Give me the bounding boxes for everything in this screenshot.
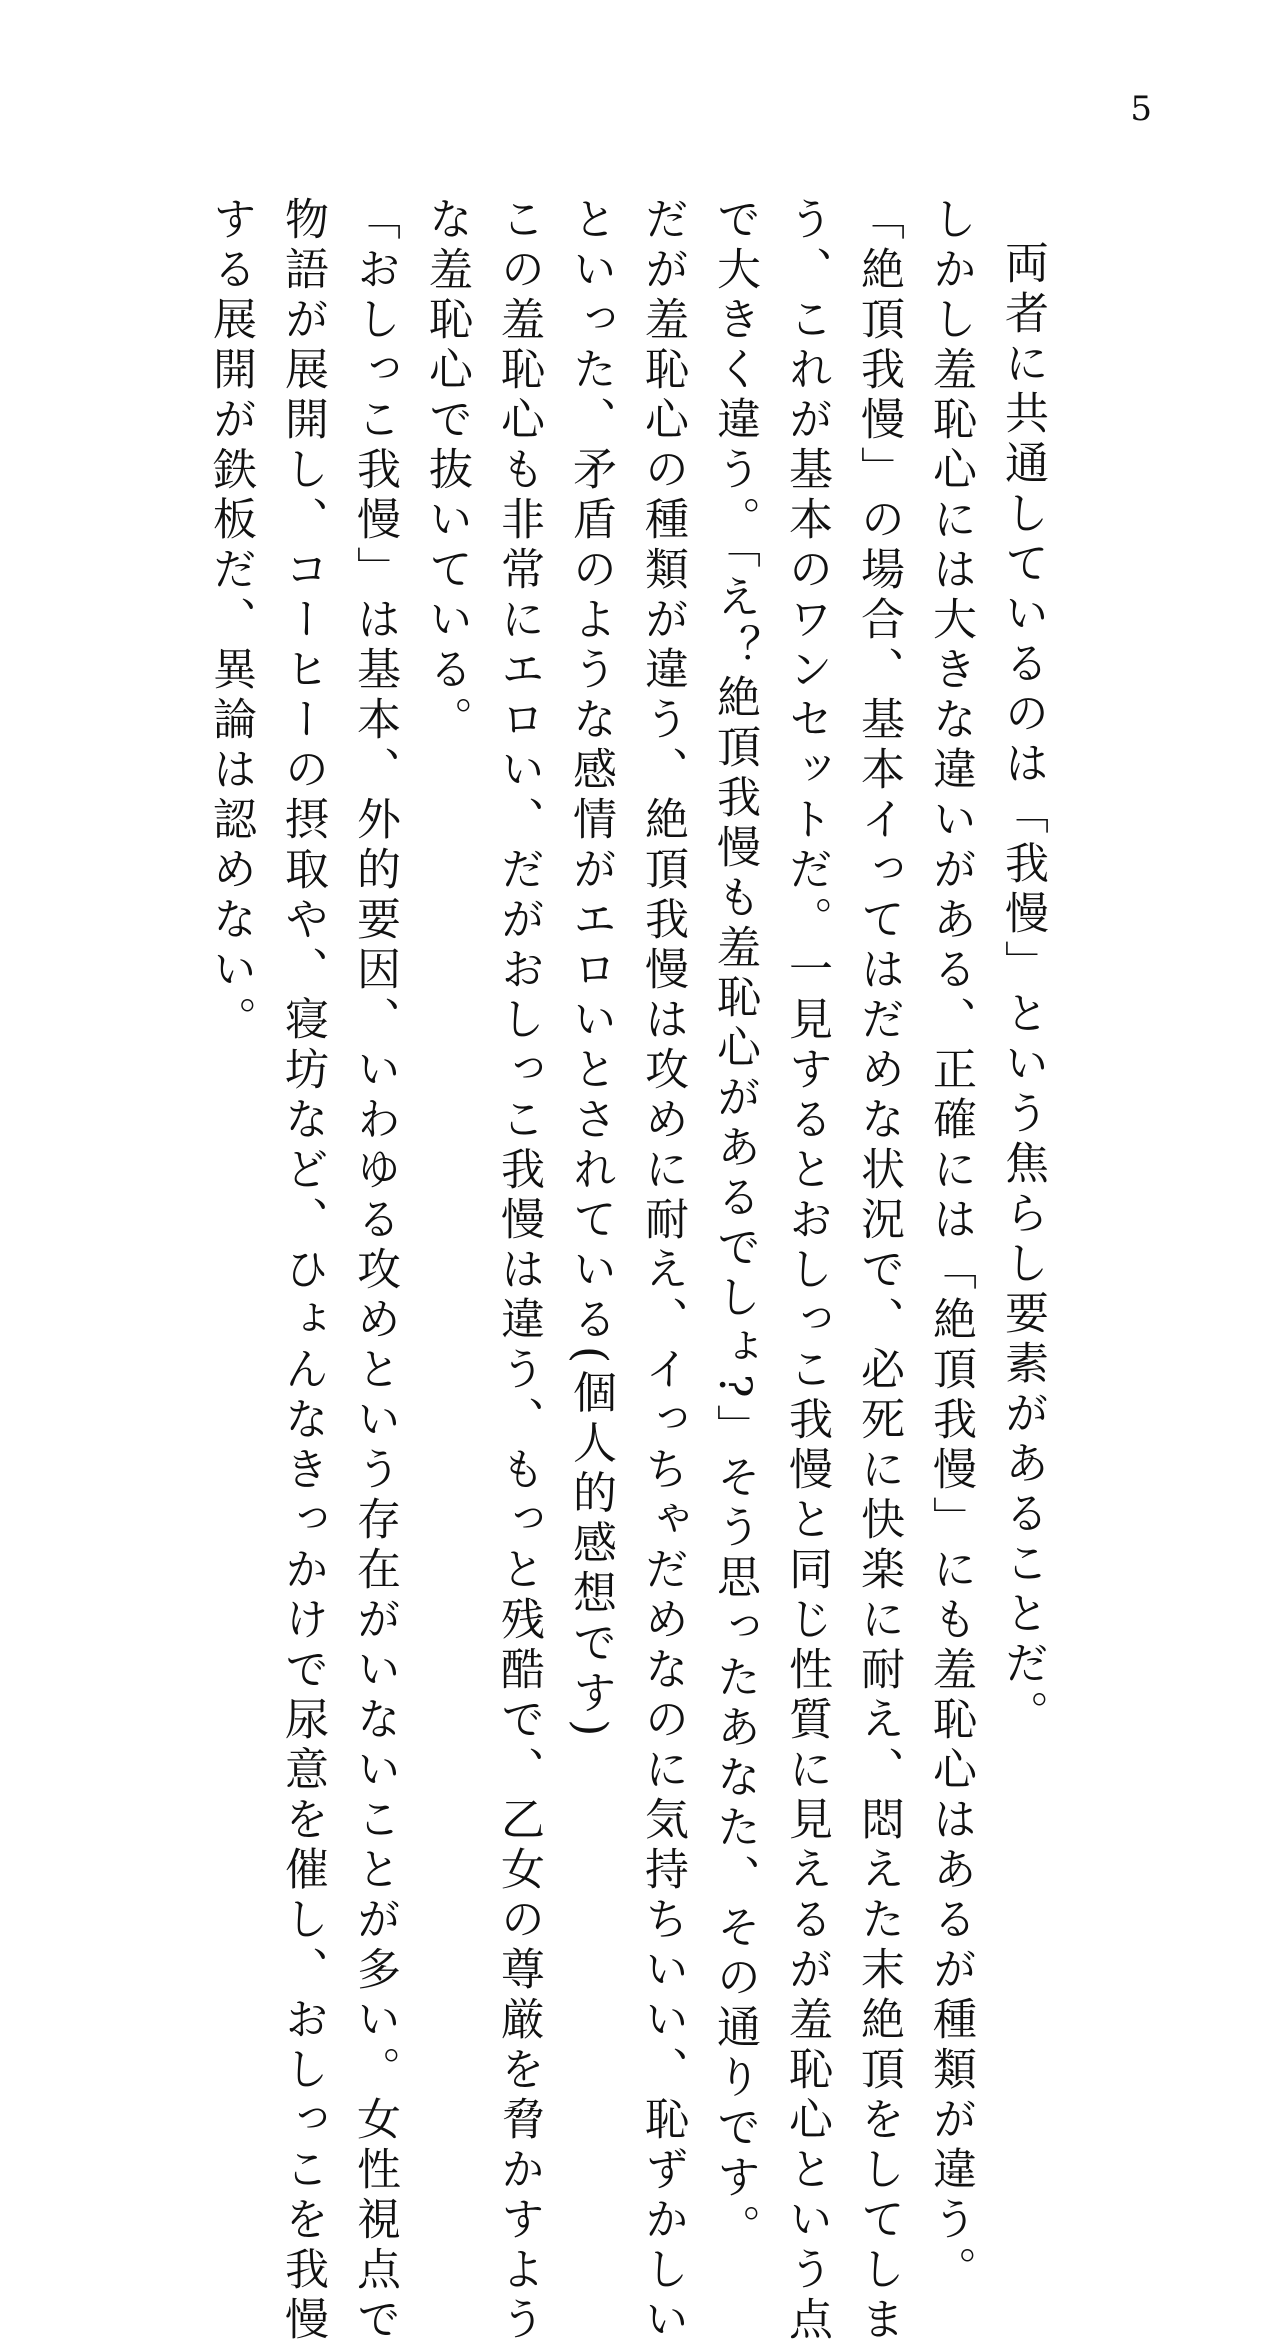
text-line: この羞恥心も非常にエロい、だがおしっこ我慢は違う、もっと残酷で、乙女の尊厳を脅かすよう <box>493 196 544 2346</box>
text-line: だが羞恥心の種類が違う、絶頂我慢は攻めに耐え、イっちゃだめなのに気持ちいい、恥ずかしい <box>637 196 688 2346</box>
text-line: う、これが基本のワンセットだ。一見するとおしっこ我慢と同じ性質に見えるが羞恥心という点 <box>781 196 832 2346</box>
text-line: な羞恥心で抜いている。 <box>421 196 472 746</box>
text-line: 「絶頂我慢」の場合、基本イってはだめな状況で、必死に快楽に耐え、悶えた末絶頂をしてしま <box>853 196 904 2346</box>
page-number: 5 <box>1130 89 1152 129</box>
text-line: といった、矛盾のような感情がエロいとされている(個人的感想です) <box>565 196 616 1743</box>
body-text <box>194 196 1058 2346</box>
text-line: 「おしっこ我慢」は基本、外的要因、いわゆる攻めという存在がいないことが多い。女性視点で <box>349 196 400 2346</box>
text-line: で大きく違う。「え？絶頂我慢も羞恥心があるでしょ?」そう思ったあなた、その通りです。 <box>709 196 760 2254</box>
text-line: 物語が展開し、コーヒーの摂取や、寝坊など、ひょんなきっかけで尿意を催し、おしっこを我慢 <box>277 196 328 2346</box>
text-line: 両者に共通しているのは「我慢」という焦らし要素があることだ。 <box>997 240 1048 1740</box>
text-line: しかし羞恥心には大きな違いがある、正確には「絶頂我慢」にも羞恥心はあるが種類が違う。 <box>925 196 976 2296</box>
text-line: する展開が鉄板だ、異論は認めない。 <box>205 196 256 1046</box>
